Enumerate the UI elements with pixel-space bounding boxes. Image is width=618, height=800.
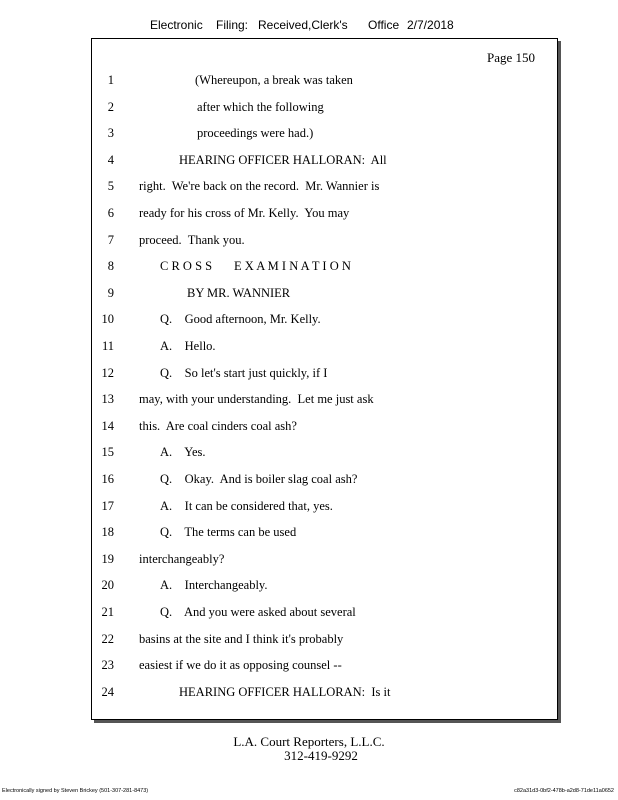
transcript-line bbox=[92, 525, 557, 545]
footer-phone: 312-419-9292 bbox=[284, 748, 358, 763]
line-number: 10 bbox=[101, 312, 114, 327]
transcript-line bbox=[92, 312, 557, 332]
line-text: (Whereupon, a break was taken bbox=[195, 73, 353, 87]
page-number: Page 150 bbox=[486, 50, 535, 65]
footer-company: L.A. Court Reporters, L.L.C. bbox=[233, 734, 385, 749]
line-text: this. Are coal cinders coal ash? bbox=[139, 418, 297, 433]
line-number: 3 bbox=[107, 126, 114, 141]
line-number: 19 bbox=[101, 551, 114, 566]
line-number: 7 bbox=[107, 232, 114, 247]
line-text: after which the following bbox=[197, 99, 324, 114]
line-number: 22 bbox=[101, 631, 114, 646]
transcript-line bbox=[92, 552, 557, 572]
transcript-line bbox=[92, 499, 557, 519]
transcript-line bbox=[92, 179, 557, 199]
line-number: 17 bbox=[101, 498, 114, 513]
line-text: Q. Okay. And is boiler slag coal ash? bbox=[160, 472, 358, 486]
line-number: 20 bbox=[101, 578, 114, 593]
line-number: 21 bbox=[101, 605, 114, 619]
transcript-line bbox=[92, 233, 557, 253]
line-number: 6 bbox=[107, 206, 114, 220]
e-signature-right: c82a31d3-0bf2-478b-a2d8-71de11a0652 bbox=[514, 788, 614, 794]
transcript-line bbox=[92, 392, 557, 412]
transcript-line bbox=[92, 658, 557, 678]
header-word-office: Office bbox=[368, 18, 400, 32]
line-number: 4 bbox=[107, 152, 114, 167]
line-text: Q. The terms can be used bbox=[160, 525, 297, 540]
transcript-line bbox=[92, 286, 557, 306]
transcript-line bbox=[92, 685, 557, 705]
transcript-line bbox=[92, 73, 557, 93]
transcript-line bbox=[92, 605, 557, 625]
line-text: proceed. Thank you. bbox=[139, 232, 245, 247]
line-number: 9 bbox=[107, 285, 114, 300]
transcript-line bbox=[92, 100, 557, 120]
transcript-line bbox=[92, 472, 557, 492]
transcript-line bbox=[92, 206, 557, 226]
line-number: 8 bbox=[107, 259, 114, 274]
line-text: A. It can be considered that, yes. bbox=[160, 498, 333, 513]
line-number: 11 bbox=[101, 339, 114, 353]
line-number: 16 bbox=[101, 472, 114, 486]
line-text: right. We're back on the record. Mr. Wannier is bbox=[139, 179, 380, 194]
line-number: 23 bbox=[101, 658, 114, 673]
transcript-line bbox=[92, 419, 557, 439]
transcript-line bbox=[92, 153, 557, 173]
line-number: 5 bbox=[107, 179, 114, 194]
transcript-line bbox=[92, 366, 557, 386]
transcript-line bbox=[92, 259, 557, 279]
line-text: interchangeably? bbox=[139, 551, 225, 566]
line-number: 12 bbox=[101, 365, 114, 380]
line-text: HEARING OFFICER HALLORAN: Is it bbox=[179, 684, 391, 699]
header-date: 2/7/2018 bbox=[407, 18, 454, 32]
line-text: Q. And you were asked about several bbox=[160, 605, 356, 619]
transcript-line bbox=[92, 339, 557, 359]
line-number: 1 bbox=[107, 73, 114, 87]
transcript-line bbox=[92, 578, 557, 598]
transcript-line bbox=[92, 632, 557, 652]
line-text: ready for his cross of Mr. Kelly. You may bbox=[139, 206, 350, 220]
header-word-electronic: Electronic bbox=[150, 18, 203, 32]
line-text: Q. So let's start just quickly, if I bbox=[160, 365, 328, 380]
line-text: may, with your understanding. Let me just ask bbox=[139, 392, 374, 407]
transcript-line bbox=[92, 445, 557, 465]
line-text: BY MR. WANNIER bbox=[187, 285, 291, 300]
line-text: basins at the site and I think it's probably bbox=[139, 631, 344, 646]
line-text: HEARING OFFICER HALLORAN: All bbox=[179, 152, 387, 167]
line-text: easiest if we do it as opposing counsel -- bbox=[139, 658, 342, 673]
line-text: C R O S S E X A M I N A T I O N bbox=[160, 259, 351, 274]
header-word-filing: Filing: bbox=[216, 18, 249, 32]
filing-header bbox=[0, 18, 618, 38]
header-word-received: Received,Clerk's bbox=[258, 18, 348, 32]
line-text: proceedings were had.) bbox=[197, 126, 314, 141]
e-signature-left: Electronically signed by Steven Brickey (501-307-281-8473) bbox=[2, 788, 149, 794]
transcript-line bbox=[92, 126, 557, 146]
line-text: A. Hello. bbox=[160, 339, 216, 353]
line-number: 24 bbox=[101, 684, 114, 699]
transcript-page bbox=[91, 38, 558, 720]
line-text: A. Interchangeably. bbox=[160, 578, 268, 593]
line-number: 14 bbox=[101, 418, 114, 433]
line-number: 13 bbox=[101, 392, 114, 407]
line-number: 18 bbox=[101, 525, 114, 540]
line-number: 2 bbox=[107, 99, 114, 114]
line-text: A. Yes. bbox=[160, 445, 206, 460]
line-text: Q. Good afternoon, Mr. Kelly. bbox=[160, 312, 321, 327]
line-number: 15 bbox=[101, 445, 114, 460]
